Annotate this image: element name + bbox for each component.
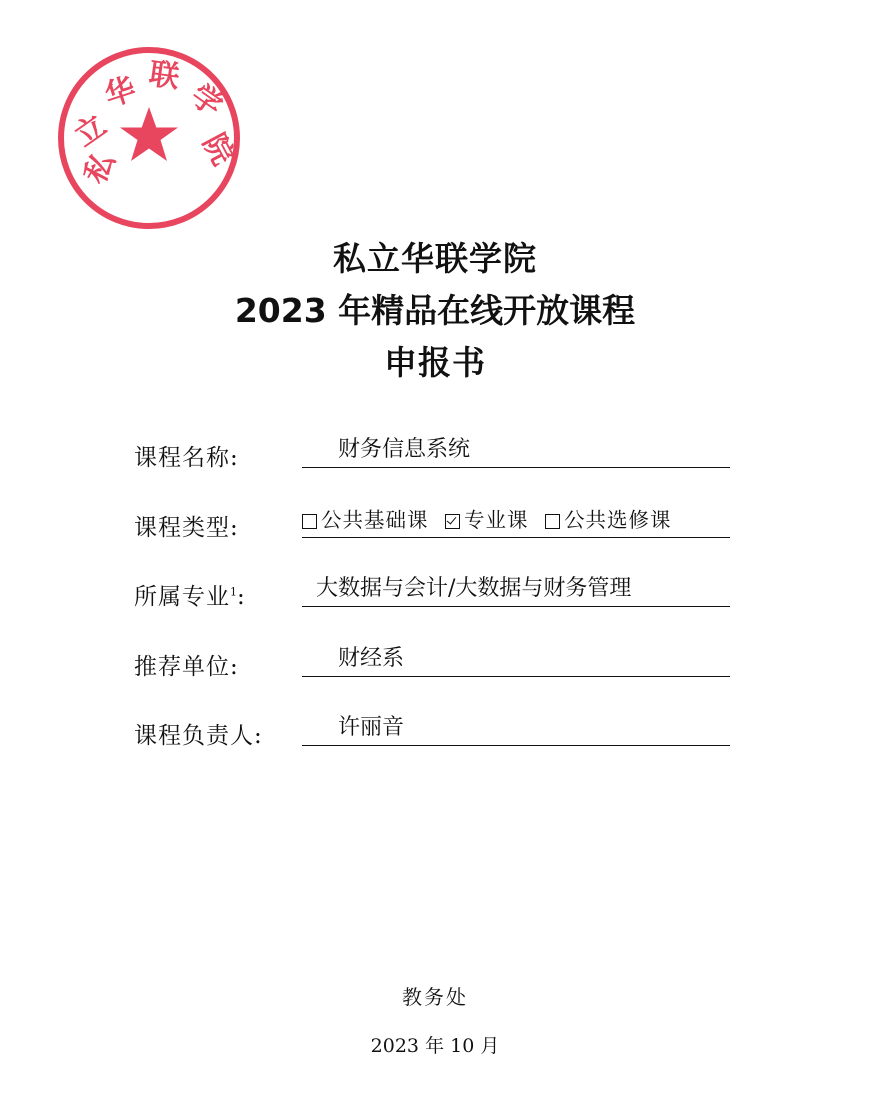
document-title [0, 233, 870, 389]
course-type-options [302, 503, 730, 538]
leader-label: 课程负责人: [134, 723, 263, 749]
svg-text:学: 学 [184, 77, 229, 124]
major-value: 大数据与会计/大数据与财务管理 [316, 576, 632, 601]
svg-text:私: 私 [77, 146, 123, 190]
major-label-colon: : [237, 584, 246, 610]
application-fields [134, 433, 734, 781]
title-doc-type: 申报书 [384, 343, 486, 382]
field-major [134, 572, 734, 642]
leader-value-line [302, 711, 730, 746]
checkbox-icon[interactable] [302, 514, 317, 529]
option-public-basic[interactable] [302, 503, 429, 537]
svg-text:院: 院 [195, 128, 241, 172]
option-label: 公共选修课 [564, 507, 672, 532]
issuing-office: 教务处 [402, 985, 468, 1009]
leader-value: 许丽音 [338, 715, 405, 740]
major-value-line [302, 572, 730, 607]
svg-text:华: 华 [100, 71, 141, 114]
field-course-name [134, 433, 734, 503]
field-department [134, 642, 734, 712]
department-value: 财经系 [338, 645, 405, 671]
major-label [134, 578, 246, 611]
option-label: 专业课 [464, 507, 529, 532]
svg-text:立: 立 [68, 108, 113, 154]
course-name-value-line [302, 433, 730, 468]
checkbox-icon[interactable] [545, 514, 560, 529]
department-value-line [302, 642, 730, 677]
major-label-text: 所属专业 [134, 584, 230, 610]
checked-checkbox-icon[interactable] [445, 514, 460, 529]
option-label: 公共基础课 [321, 507, 429, 532]
field-course-type [134, 503, 734, 573]
course-type-label: 课程类型: [134, 514, 239, 541]
department-label: 推荐单位: [134, 653, 239, 680]
seal-star-icon [120, 107, 178, 161]
field-leader [134, 711, 734, 781]
title-program: 2023 年精品在线开放课程 [234, 291, 636, 330]
footnote-marker: 1 [230, 585, 237, 599]
course-name-label: 课程名称: [134, 445, 239, 471]
issue-date: 2023 年 10 月 [370, 1035, 500, 1057]
institution-seal [56, 45, 242, 231]
seal-graphic [56, 45, 242, 231]
option-public-elective[interactable] [545, 503, 672, 537]
svg-text:联: 联 [146, 56, 182, 96]
title-institution: 私立华联学院 [333, 239, 537, 278]
course-name-value: 财务信息系统 [338, 437, 471, 462]
option-major[interactable] [445, 503, 529, 537]
